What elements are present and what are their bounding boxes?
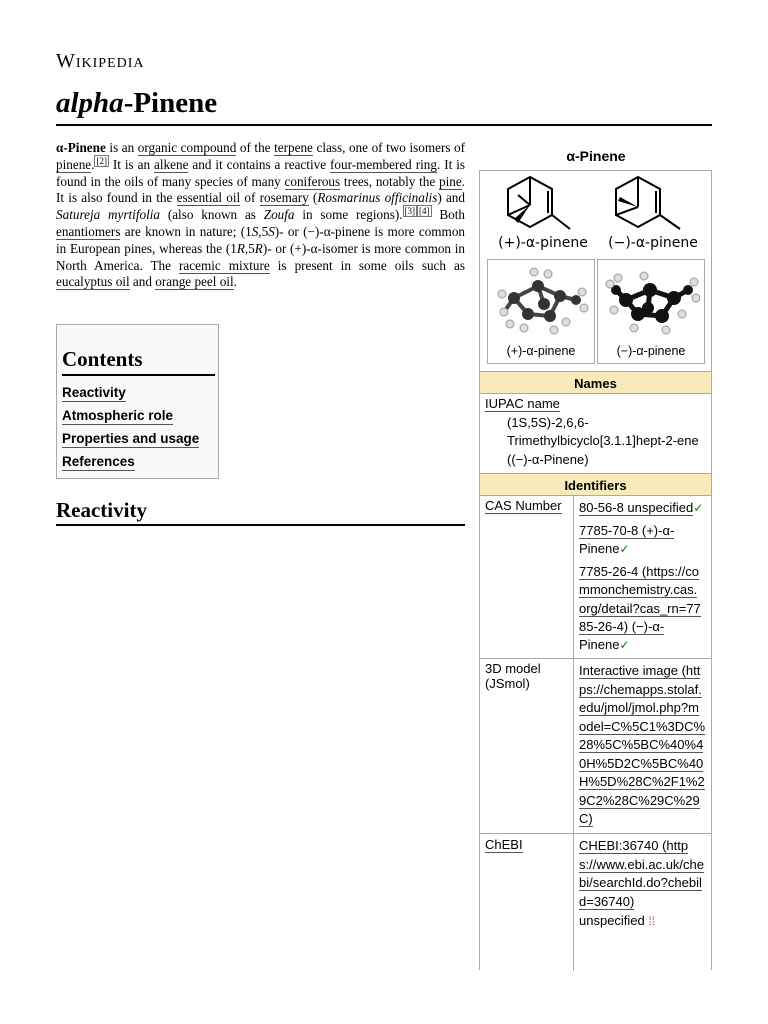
cross-icon: ⁞⁞	[648, 914, 656, 928]
article-link[interactable]: terpene	[274, 140, 313, 155]
italic-text: S	[268, 223, 275, 239]
text-run: of the	[236, 140, 275, 155]
jsmol-line-9[interactable]: C)	[579, 811, 593, 826]
row-divider	[480, 833, 711, 834]
article-link[interactable]: coniferous	[284, 173, 341, 189]
plus-pinene-3d-model-image[interactable]	[494, 264, 590, 336]
text-run: )- or (−)-α-pinene is more common in European pines, whereas the (1	[56, 223, 466, 256]
cas-line-7[interactable]: 85-26-4) (−)-α-	[579, 619, 665, 634]
iupac-name-line-3: ((−)-α-Pinene)	[507, 452, 589, 467]
cas-number-label[interactable]: CAS Number	[485, 498, 562, 513]
chebi-line-4[interactable]: d=36740)	[579, 894, 635, 909]
cas-line-8[interactable]: Pinene✓	[579, 637, 630, 652]
text-run: ,5	[258, 223, 269, 239]
chebi-line-1[interactable]: CHEBI:36740 (http	[579, 838, 689, 853]
article-link[interactable]: eucalyptus oil	[56, 274, 130, 290]
text-run: It is an	[108, 156, 155, 172]
text-run: . It is found in the oils of many species of many	[56, 156, 465, 189]
iupac-name-line-1: (1S,5S)-2,6,6-	[507, 415, 589, 430]
chebi-line-2[interactable]: s://www.ebi.ac.uk/che	[579, 857, 704, 872]
toc-item-reactivity[interactable]: Reactivity	[62, 385, 126, 400]
text-run: class, one of two isomers of	[312, 140, 466, 155]
jsmol-line-7[interactable]: H%5D%28C%2F1%2	[579, 774, 705, 789]
toc-item-atmospheric-role[interactable]: Atmospheric role	[62, 408, 174, 423]
italic-text: Zoufa	[263, 207, 295, 223]
text-run: (also known as	[160, 207, 264, 223]
minus-pinene-structure-label: (−)-α-pinene	[608, 235, 698, 251]
article-link[interactable]: organic compound	[137, 140, 237, 155]
article-link[interactable]: racemic mixture	[179, 257, 270, 273]
jsmol-line-2[interactable]: ps://chemapps.stolaf.	[579, 682, 702, 697]
minus-pinene-structure-image[interactable]	[608, 173, 698, 235]
text-run: )- or (+)-α-isomer is more common in North America. The	[56, 240, 466, 273]
article-link[interactable]: rosemary	[259, 190, 309, 206]
article-link[interactable]: pinene	[56, 156, 92, 172]
text-run: .	[91, 156, 95, 172]
identifiers-header: Identifiers	[480, 473, 711, 496]
cas-line-4[interactable]: 7785-26-4 (https://co	[579, 564, 699, 579]
plus-pinene-model-box	[487, 259, 595, 364]
check-icon: ✓	[619, 638, 630, 652]
plus-pinene-structure-image[interactable]	[500, 173, 590, 235]
article-link[interactable]: pine	[439, 173, 462, 189]
chebi-line-5: unspecified ⁞⁞	[579, 913, 656, 928]
text-run: of	[240, 190, 260, 206]
iupac-name-line-2: Trimethylbicyclo[3.1.1]hept-2-ene	[507, 433, 699, 448]
page-title-rest: -Pinene	[123, 87, 218, 119]
article-link[interactable]: four-membered ring	[330, 156, 437, 172]
article-link[interactable]: alkene	[154, 156, 189, 172]
toc-item-references[interactable]: References	[62, 454, 135, 469]
cas-line-6[interactable]: org/detail?cas_rn=77	[579, 601, 701, 616]
cas-line-5[interactable]: mmonchemistry.cas.	[579, 582, 698, 597]
wikipedia-logo[interactable]: Wikipedia	[56, 50, 145, 72]
text-run: are known in nature; (1	[120, 223, 252, 239]
minus-pinene-model-caption: (−)-α-pinene	[616, 344, 686, 358]
intro-paragraph	[56, 140, 465, 291]
3d-model-label-line-2[interactable]: (JSmol)	[485, 676, 530, 691]
chebi-line-3[interactable]: bi/searchId.do?chebil	[579, 875, 702, 890]
text-run: and	[129, 274, 156, 290]
check-icon: ✓	[619, 542, 630, 556]
jsmol-line-3[interactable]: edu/jmol/jmol.php?m	[579, 700, 699, 715]
table-of-contents	[56, 324, 219, 479]
toc-title: Contents	[62, 347, 215, 376]
text-run: . It is also found in the	[56, 173, 466, 206]
infobox	[479, 170, 712, 970]
article-link[interactable]: enantiomers	[56, 223, 121, 239]
citation-link[interactable]: [2]	[96, 155, 107, 166]
page-title	[56, 84, 712, 126]
iupac-name-label[interactable]: IUPAC name	[485, 396, 560, 411]
section-heading-reactivity: Reactivity	[56, 496, 465, 526]
article-link[interactable]: essential oil	[176, 190, 241, 206]
text-run: ) and	[437, 190, 465, 206]
cas-line-2[interactable]: 7785-70-8 (+)-α-	[579, 523, 675, 538]
italic-text: Satureja myrtifolia	[56, 207, 161, 223]
text-run: ,5	[244, 240, 255, 256]
jsmol-line-4[interactable]: odel=C%5C1%3DC%	[579, 719, 706, 734]
italic-text: Rosmarinus officinalis	[317, 190, 438, 206]
jsmol-line-5[interactable]: 28%5C%5BC%40%4	[579, 737, 704, 752]
italic-text: R	[254, 240, 263, 256]
text-run: Both	[431, 207, 465, 223]
cas-line-1[interactable]: 80-56-8 unspecified✓	[579, 500, 704, 515]
jsmol-line-6[interactable]: 0H%5D2C%5BC%40	[579, 756, 704, 771]
3d-model-label-line-1: 3D model	[485, 661, 541, 676]
row-divider	[480, 658, 711, 659]
citation-link[interactable]: [4]	[419, 206, 430, 217]
text-run: trees, notably the	[340, 173, 439, 189]
text-run: and it contains a reactive	[188, 156, 331, 172]
text-run: is an	[105, 140, 138, 155]
text-run: .	[233, 274, 237, 290]
citation-link[interactable]: [3]	[404, 206, 416, 217]
plus-pinene-structure-label: (+)-α-pinene	[498, 235, 588, 251]
check-icon: ✓	[693, 501, 704, 515]
minus-pinene-model-box	[597, 259, 705, 364]
jsmol-line-8[interactable]: 9C2%28C%29C%29	[579, 793, 700, 808]
cas-line-3[interactable]: Pinene✓	[579, 541, 630, 556]
bold-term: α-Pinene	[56, 140, 106, 155]
plus-pinene-model-caption: (+)-α-pinene	[506, 344, 576, 358]
text-run: (	[308, 190, 318, 206]
italic-text: S	[251, 223, 259, 239]
infobox-column-divider	[573, 495, 574, 971]
page-title-italic: alpha	[56, 87, 124, 119]
text-run: is present in some oils such as	[269, 257, 465, 273]
italic-text: R	[236, 240, 245, 256]
toc-item-properties-and-usage[interactable]: Properties and usage	[62, 431, 200, 446]
chebi-label[interactable]: ChEBI	[485, 837, 523, 852]
infobox-caption: α-Pinene	[566, 148, 626, 164]
article-link[interactable]: orange peel oil	[155, 274, 234, 290]
minus-pinene-3d-model-image[interactable]	[604, 264, 700, 336]
jsmol-line-1[interactable]: Interactive image (htt	[579, 663, 701, 678]
names-header: Names	[480, 371, 711, 394]
text-run: in some regions).	[294, 207, 403, 223]
